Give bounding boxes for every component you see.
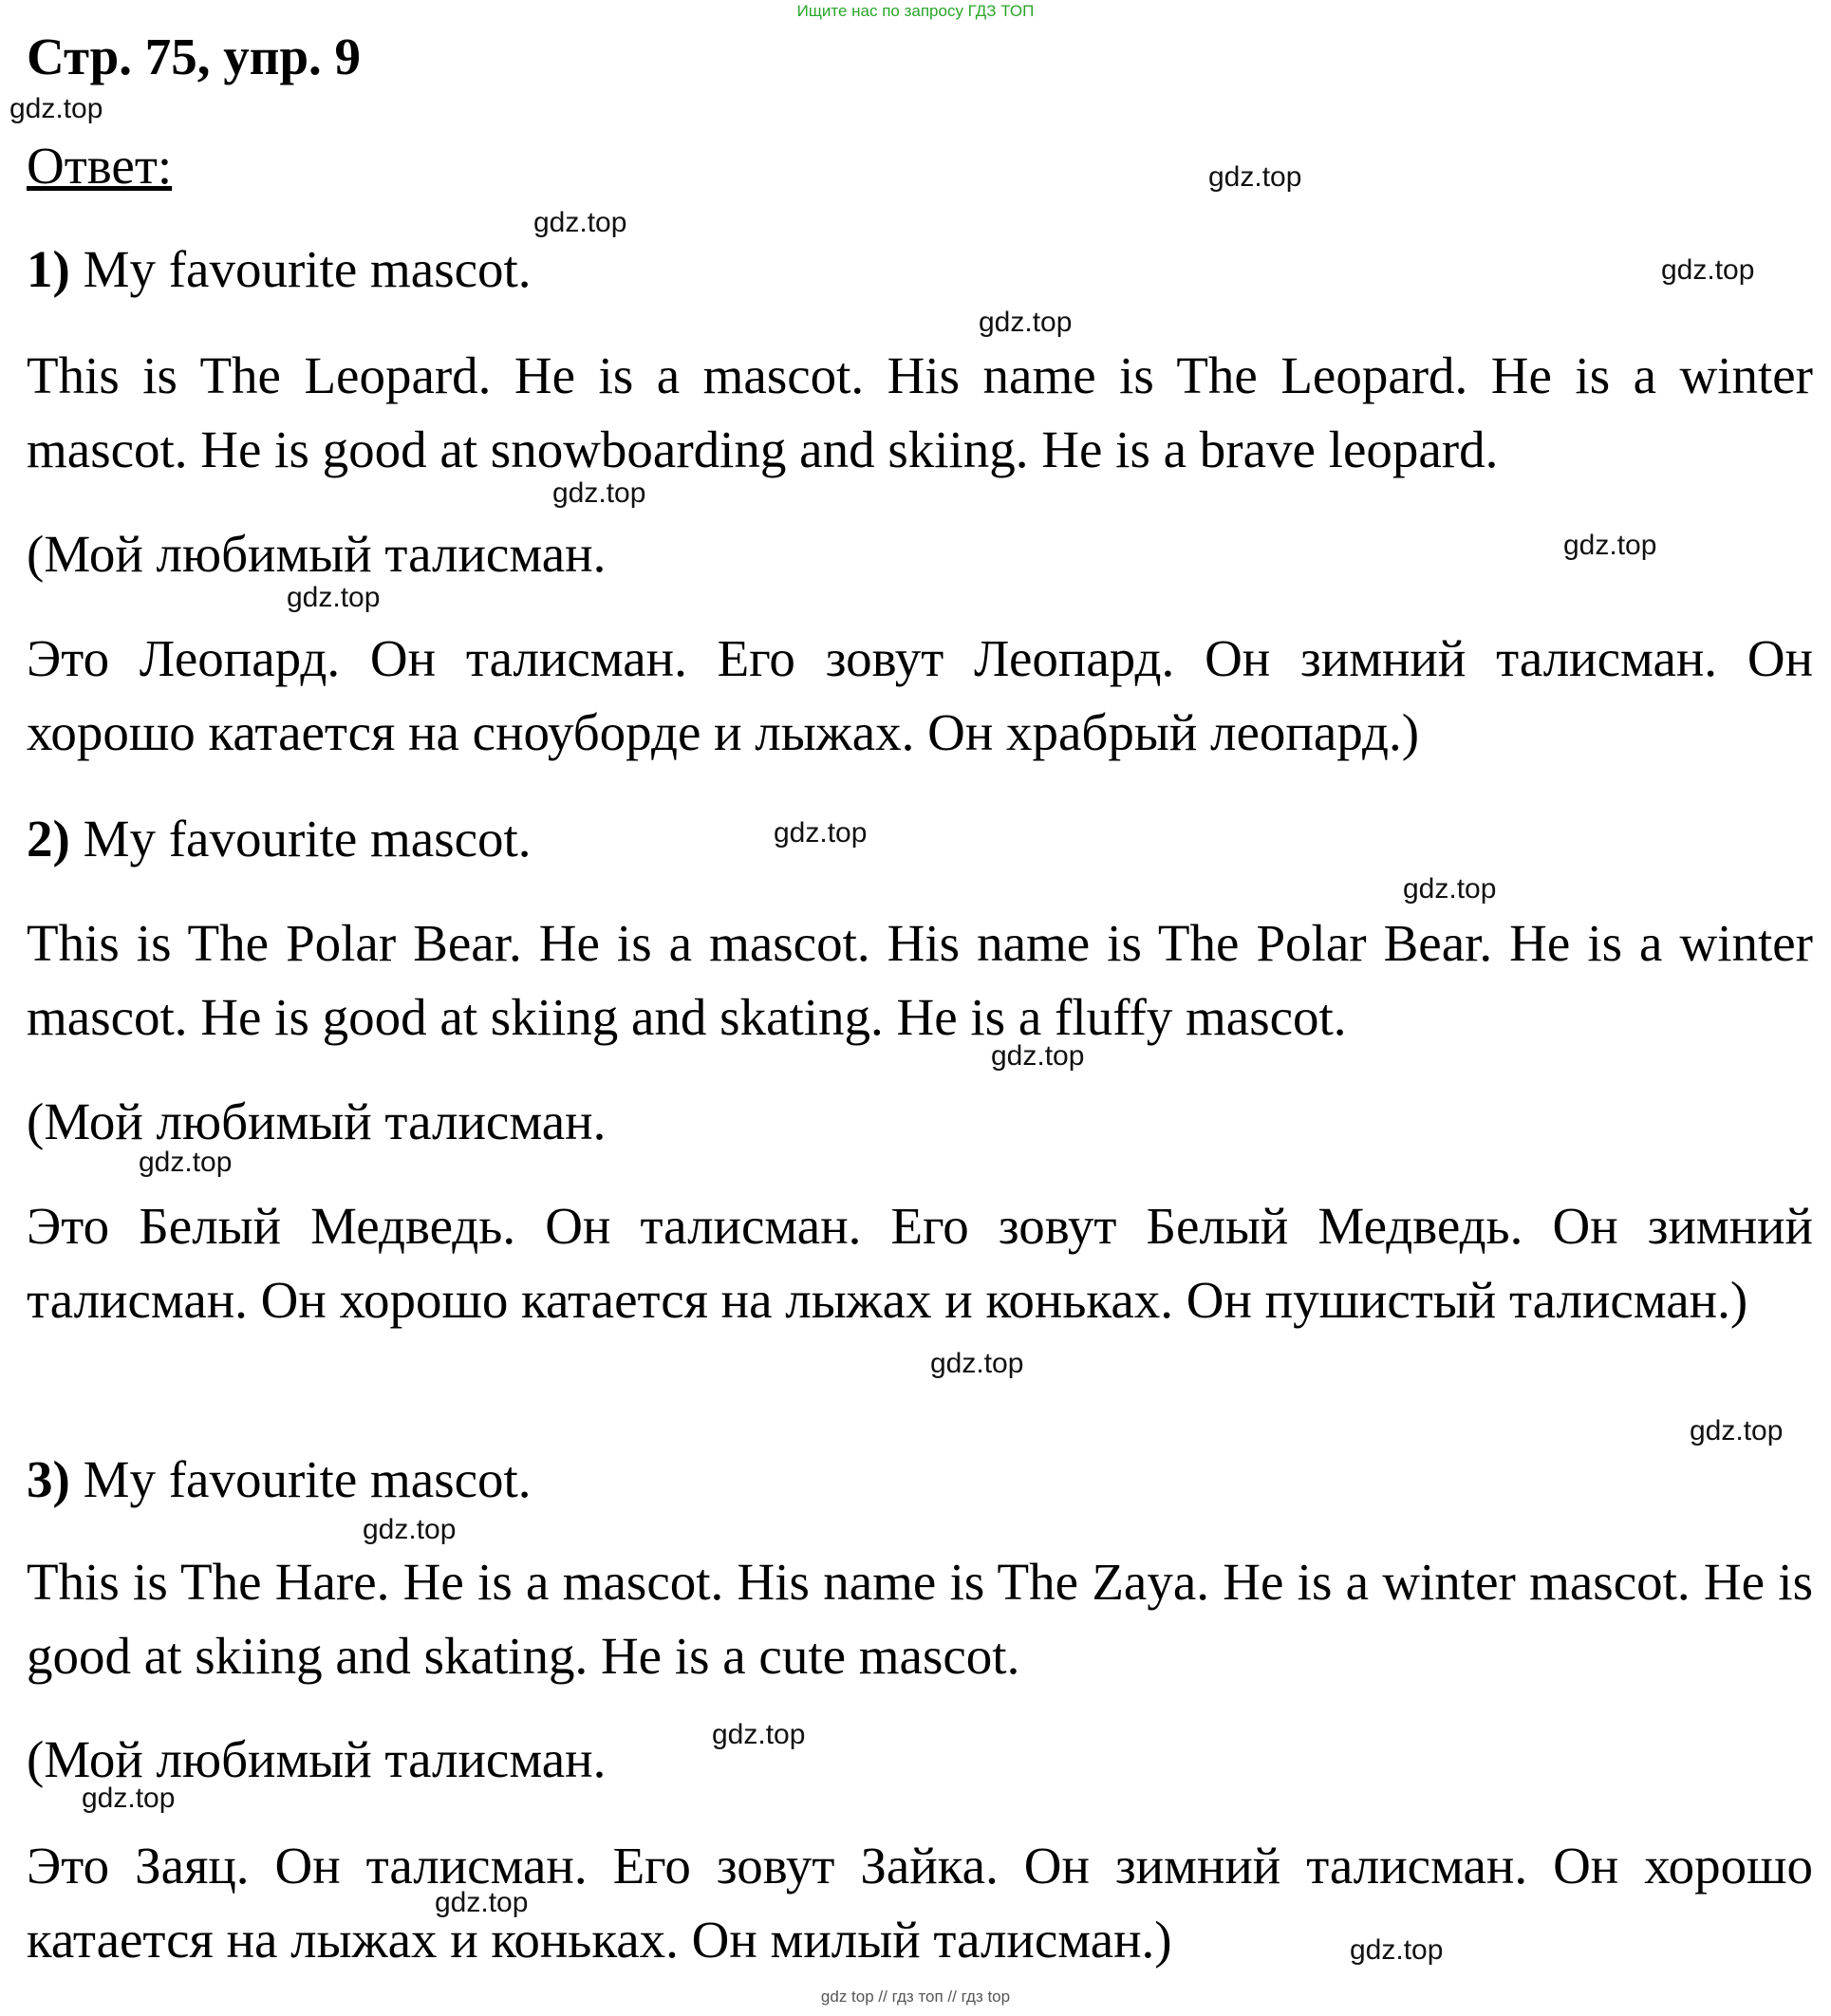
watermark: gdz.top — [991, 1040, 1085, 1072]
answer-label: Ответ: — [27, 137, 173, 195]
section-1-heading-text: My favourite mascot. — [83, 240, 532, 298]
section-1-russian-heading: (Мой любимый талисман. — [27, 525, 607, 583]
watermark: gdz.top — [979, 307, 1073, 338]
footer-note[interactable]: gdz top // гдз топ // гдз top — [820, 1988, 1011, 2006]
section-3-russian: Это Заяц. Он талисман. Его зовут Зайка. Он зимний талисман. Он хорошо катается на лыжах и коньках. Он милый талисман.) — [27, 1837, 1813, 1969]
watermark: gdz.top — [1690, 1415, 1784, 1447]
section-1-number: 1) — [27, 240, 70, 298]
section-2-heading-text: My favourite mascot. — [83, 810, 532, 868]
watermark: gdz.top — [1661, 254, 1755, 286]
section-1-english: This is The Leopard. He is a mascot. His name is The Leopard. He is a winter mascot. He is good at snowboarding and skiing. He is a brave leopard. — [27, 346, 1813, 478]
section-2-number: 2) — [27, 810, 70, 868]
section-3-english: This is The Hare. He is a mascot. His name is The Zaya. He is a winter mascot. He is good at skiing and skating. He is a cute mascot. — [27, 1553, 1813, 1685]
watermark: gdz.top — [552, 477, 646, 509]
watermark: gdz.top — [1563, 530, 1657, 561]
watermark: gdz.top — [435, 1887, 529, 1918]
watermark: gdz.top — [1403, 873, 1497, 905]
section-3-heading — [27, 1443, 1813, 1517]
section-3-russian-heading: (Мой любимый талисман. — [27, 1730, 607, 1788]
watermark: gdz.top — [287, 582, 381, 613]
section-3-number: 3) — [27, 1450, 70, 1508]
page-title: Стр. 75, упр. 9 — [27, 28, 362, 85]
watermark: gdz.top — [9, 93, 103, 124]
watermark: gdz.top — [82, 1783, 176, 1814]
watermark: gdz.top — [139, 1147, 233, 1178]
section-1-heading — [27, 233, 1813, 307]
section-2-russian: Это Белый Медведь. Он талисман. Его зовут Белый Медведь. Он зимний талисман. Он хорошо катается на лыжах и коньках. Он пушистый талисман.) — [27, 1197, 1813, 1329]
watermark: gdz.top — [712, 1719, 806, 1750]
section-2-russian-heading: (Мой любимый талисман. — [27, 1092, 607, 1150]
watermark: gdz.top — [1350, 1934, 1444, 1966]
section-2-english: This is The Polar Bear. He is a mascot. His name is The Polar Bear. He is a winter mascot. He is good at skiing and skating. He is a fluffy mascot. — [27, 914, 1813, 1046]
header-note[interactable]: Ищите нас по запросу ГДЗ ТОП — [796, 2, 1035, 20]
section-1-russian: Это Леопард. Он талисман. Его зовут Леопард. Он зимний талисман. Он хорошо катается на сноуборде и лыжах. Он храбрый леопард.) — [27, 629, 1813, 761]
watermark: gdz.top — [363, 1514, 457, 1545]
section-3-heading-text: My favourite mascot. — [83, 1450, 532, 1508]
watermark: gdz.top — [930, 1348, 1024, 1379]
section-2-heading — [27, 802, 1813, 876]
watermark: gdz.top — [1208, 161, 1302, 193]
watermark: gdz.top — [774, 817, 868, 849]
watermark: gdz.top — [533, 207, 627, 238]
